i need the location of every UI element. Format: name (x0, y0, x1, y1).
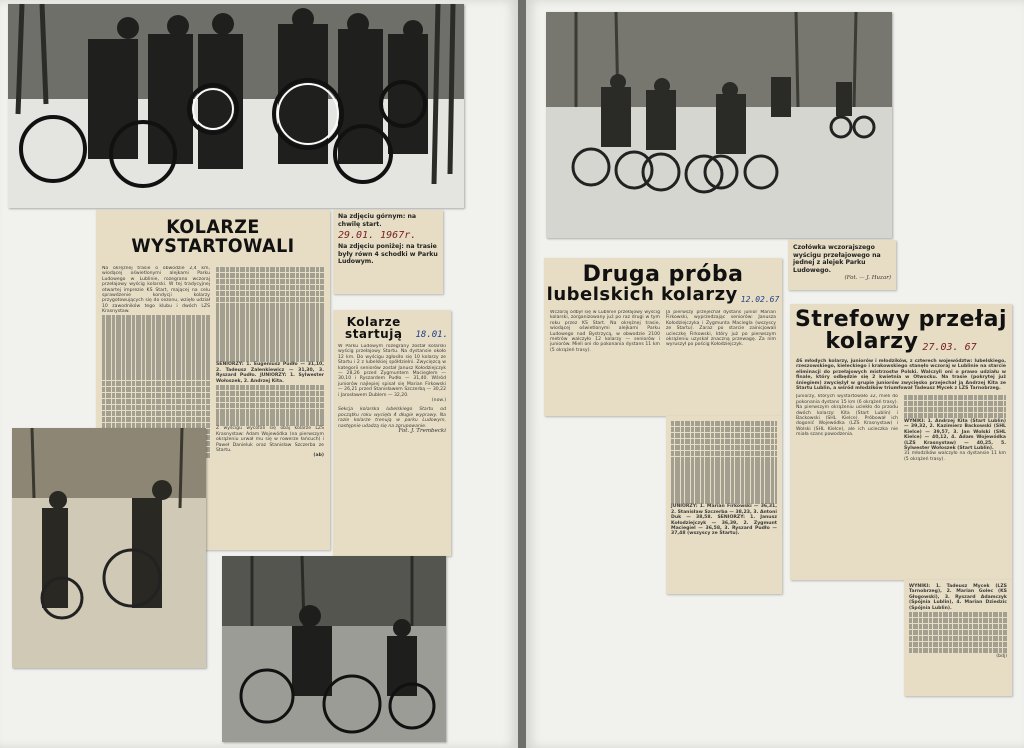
handwritten-date: 29.01. 1967r. (338, 230, 417, 242)
headline-druga-proba-line-2: lubelskich kolarzy (546, 284, 738, 305)
article-column (216, 266, 324, 459)
article-rankings: SENIORZY: 1. Eugeniusz Pudło — 31,10, 2. Tadeusz Zalenkiewicz — 31,30, 3. Ryszard Pudło. JUNIORZY: 1. Sylwester Wołoszek, 2. Andrzej Kita. (216, 362, 324, 384)
photo-credit: Fot. J. Trembecki (398, 428, 446, 435)
caption-line-1: Na zdjęciu górnym: na chwilę start. (338, 213, 417, 228)
photo-race-in-park (546, 12, 892, 238)
headline-druga-proba-line-1: Druga próba (582, 262, 744, 287)
photo-credit: (Fot. — J. Huzar) (844, 275, 891, 282)
article-body: Ja pierwszy przejechał dystans junior Marian Firkowski, wyprzedzając seniorów: Janusza Kołodziejczyka i Zygmunta Maciegla (wszyscy ze Startu). Zaraz po starcie zainicjowali ucieczkę Firkowski, który już po pierwszym okrążeniu uzyskał znaczną przewagę. Za nim wyruszył po pościg Kołodziejczyk. (666, 310, 776, 348)
clipping-photo-caption-right (788, 240, 896, 290)
clipping-photo-caption-top (333, 210, 443, 294)
article-intro: Na okrężnej trasie o obwodzie 2,4 km, wiodącej oświetlonymi alejkami Parku Ludowego w Lublinie, rozegrano wczoraj przełajowy wyścig kolarski. W tej tradycyjnej otwartej imprezie KS Start, mającej na celu sprawdzenie kondycji kolarzy przygotowujących się do sezonu, wzięło udział 10 zawodników tego klubu i dwóch LZS Krasnystaw. (102, 266, 210, 315)
article-column (904, 394, 1006, 462)
article-rankings: WYNIKI: 1. Andrzej Kita (Start Lublin) — 39,32, 2. Kazimierz Backowski (SHL Kielce) — 39,57, 3. Jan Wolski (SHL Kielce) — 40,12, 4. Adam Wojewódka (LZS Krasnystaw) — 40,25, 5. Sylwester Wołoszek (Start Lublin). (904, 418, 1006, 451)
article-outro: Z wyścigu wycofali się obaj kolarze LZS Krasnystaw: Adam Wojewódka (na pierwszym okrążeniu urwał mu się w rowerze łańcuch) i Paweł Danieluk oraz Stanisław Szczerba ze Startu. (216, 426, 324, 454)
article-signature: (ab) (313, 453, 324, 459)
article-column (796, 394, 898, 462)
handwritten-annotation: 27.03. 67 (922, 342, 977, 353)
article-second-rankings: WYNIKI: 1. Tadeusz Mycek (LZS Tarnobrzeg), 2. Marian Golec (KS Głogowski), 3. Ryszard Adamczyk (Spójnia Lublin), 4. Marian Dziedzic (Spójnia Lublin). (909, 584, 1007, 611)
headline-strefowy-line-2: kolarzy (825, 329, 919, 354)
caption-text: Czołówka wczorajszego wyścigu przełajowego na jednej z alejek Parku Ludowego. (793, 244, 881, 274)
article-intro-block (790, 353, 1012, 394)
article-column (904, 580, 1012, 663)
handwritten-annotation: 12.02.67 (740, 295, 780, 304)
article-rankings: JUNIORZY: 1. Marian Firkowski — 36,31, 2. Stanisław Szczerba — 38,23, 3. Antoni Duk — 38,58. SENIORZY: 1. Janusz Kołodziejczyk — 36,39, 2. Zygmunt Maciegiel — 36,58, 3. Ryszard Pudło — 37,48 (wszyscy ze Startu). (671, 504, 777, 537)
clipping-druga-proba (544, 258, 782, 416)
article-intro: Wczoraj odbył się w Lublinie przełajowy wyścig kolarski, zorganizowany już po raz drugi w tym roku przez KS Start. Na okrężnej trasie, wiodącej oświetlonymi alejkami Parku Ludowego nad Bystrzycą, w obwodzie 2100 metrów walczyło 12 kolarzy — seniorów i juniorów. Mieli oni do pokonania dystans 11 km (5 okrążeń trasy). (550, 310, 660, 353)
handwritten-annotation: 18.01. (415, 330, 448, 340)
caption-line-2: Na zdjęciu poniżej: na trasie były równ 4 schodki w Parku Ludowym. (338, 243, 438, 266)
article-column (333, 344, 451, 435)
article-second: 31 młodzików walczyło na dystansie 11 km (5 okrążeń trasy). (904, 451, 1006, 462)
article-signature: (bdj) (996, 653, 1007, 659)
article-body: Juniorzy, których wystartowało 32, mieli do pokonania dystans 15 km (6 okrążeń trasy). Na pierwszym okrążeniu uciekło do przodu dwóch kolarzy: Kita (Start Lublin) i Backowski (SHL Kielce). Próbował ich dogonić Wojewódka (LZS Krasnystaw) i Wolski (SHL Kielce), ale ich ucieczka nie miała szans powodzenia. (796, 394, 898, 438)
article-text: W Parku Ludowym rozegrany został kolarski wyścig przełajowy Startu. Na dystansie około 12 km. Do wyścigu zgłosiło się 10 kolarzy ze Startu i 2 z lubelskiej spółdzielni. Zwycięzcą w kategorii seniorów został Janusz Kołodziejczyk — 28,26 przed Zygmuntem Macieglem — 30,10 i Ryszardem Pudło — 31,40. Wśród juniorów najlepiej spisał się Marian Firkowski — 26,21 przed Stanisławem Szczerbą — 30,22 i Jarosławem Dublem — 32,20. (338, 344, 446, 398)
article-signature: (now.) (431, 398, 446, 404)
clipping-strefowy-przelaj (790, 304, 1012, 580)
photo-cyclists-group (8, 4, 464, 208)
headline-kolarze-startuja: Kolarze startują (345, 315, 403, 341)
article-column (550, 310, 660, 353)
clipping-druga-proba-continuation (666, 416, 782, 594)
clipping-strefowy-continuation (904, 580, 1012, 696)
photo-cyclists-riding (222, 556, 446, 742)
article-column (666, 416, 782, 541)
photo-cyclist-carrying-bike (12, 428, 206, 668)
article-intro: 46 młodych kolarzy, juniorów i młodzików, z czterech województw: lubelskiego, rzeszowskiego, kieleckiego i krakowskiego stanęło wczoraj w Lublinie na starcie eliminacji do przełajowych mistrzostw Polski. Walczyli oni o prawo udziału w finale, który odbędzie się 2 kwietnia w Otwocku. Na trasie (pokrytej już śniegiem) zwyciężył w grupie juniorów zwycięsko przejechał ją Andrzej Kita ze Startu Lublin, a wśród młodzików triumfował Tadeusz Mycek z LZS Tarnobrzeg. (796, 359, 1006, 392)
album-spine (518, 0, 526, 748)
article-note: Sekcja kolarska lubelskiego Startu od początku roku wycięła 4 długie wyprawy. Na razie kolarze trenują w parku Ludowym, następnie udadzą się na zgrupowanie. (338, 407, 446, 429)
headline-strefowy-line-1: Strefowy przełaj (794, 307, 1007, 332)
clipping-kolarze-startuja (333, 310, 451, 556)
article-column (666, 310, 776, 353)
headline-kolarze-wystartowali: KOLARZE WYSTARTOWALI (131, 216, 295, 257)
